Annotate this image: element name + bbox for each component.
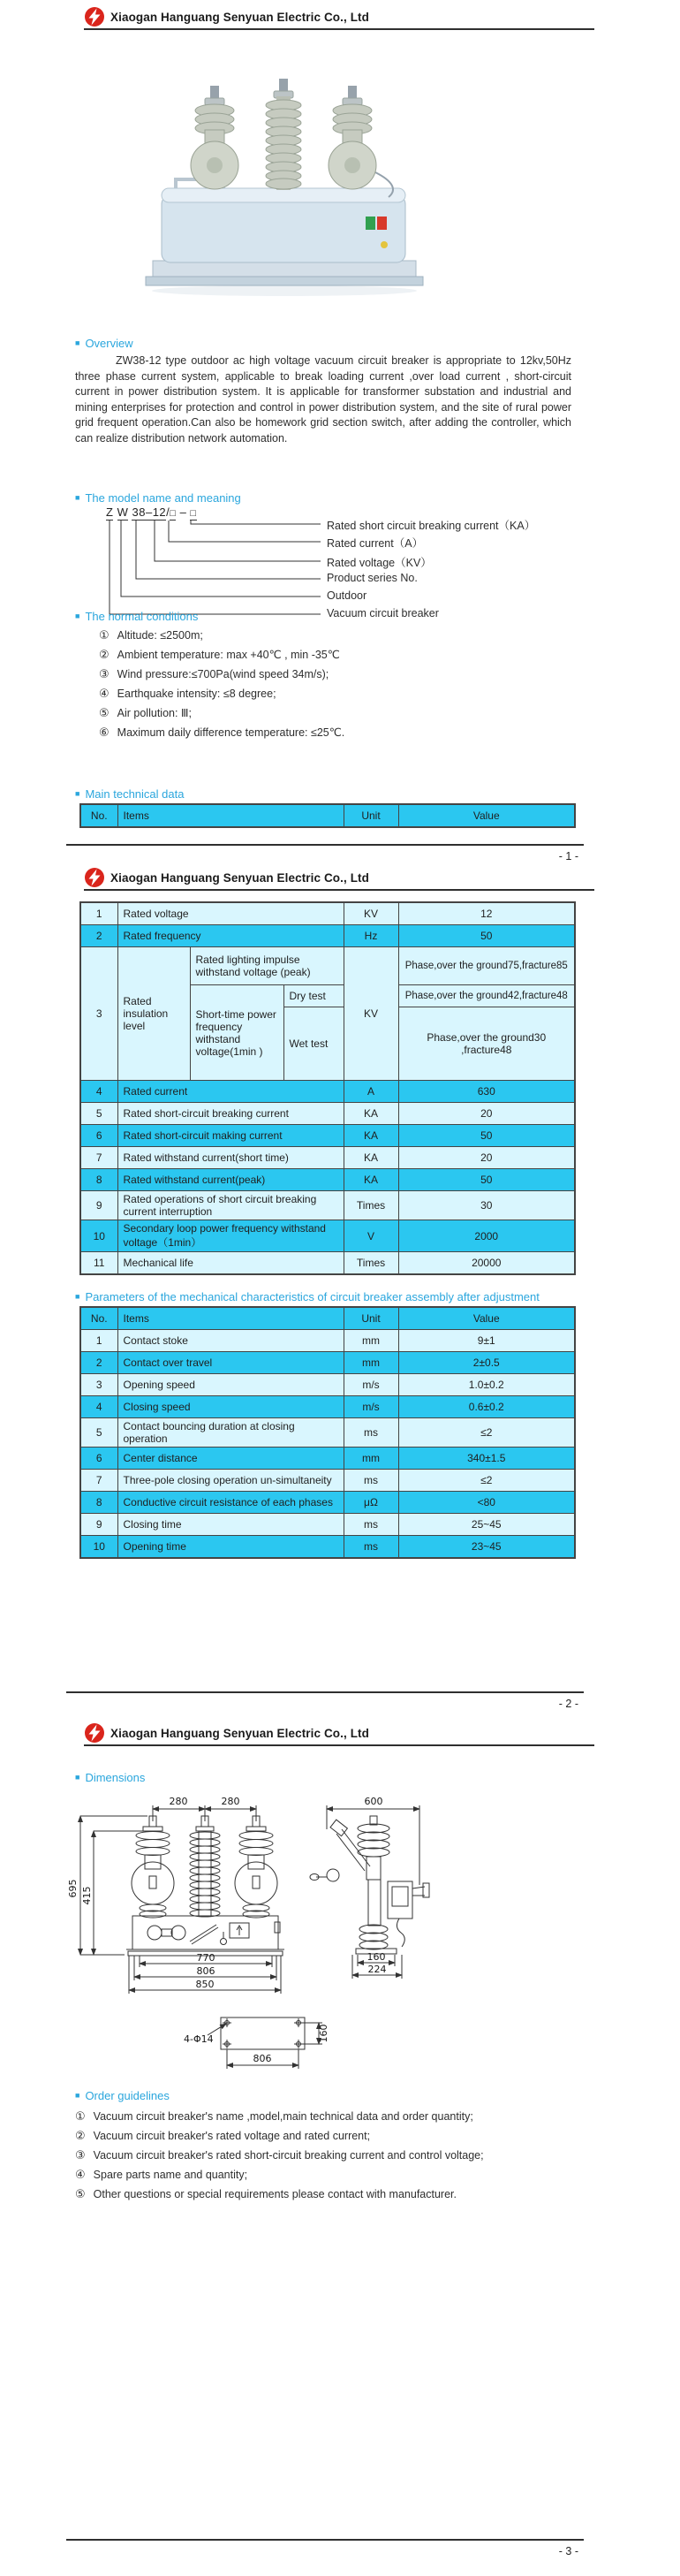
- cell-test-type: Wet test: [283, 1007, 344, 1081]
- model-label: Outdoor: [327, 589, 367, 602]
- dimensions-heading: ■ Dimensions: [75, 1771, 146, 1784]
- cell-value: 50: [398, 925, 575, 947]
- table-row: [80, 1081, 575, 1103]
- cell-value: 12: [398, 902, 575, 925]
- cell-item: Rated short-circuit making current: [117, 1125, 344, 1147]
- table-row: [80, 1352, 575, 1374]
- model-label: Rated current（A）: [327, 537, 424, 550]
- cell-no: 2: [80, 925, 117, 947]
- table-row: [80, 1220, 575, 1252]
- cell-value: Phase,over the ground42,fracture48: [398, 985, 575, 1007]
- list-item: ② Ambient temperature: max +40℃ , min -35℃: [99, 648, 340, 661]
- cell-unit: A: [344, 1081, 398, 1103]
- dim-label: 600: [364, 1796, 383, 1807]
- company-name: Xiaogan Hanguang Senyuan Electric Co., Ltd: [110, 10, 369, 24]
- col-unit: Unit: [344, 804, 398, 827]
- cell-unit: mm: [344, 1330, 398, 1352]
- cell-no: 11: [80, 1252, 117, 1275]
- footer-divider: [66, 1691, 584, 1693]
- cell-value: 2000: [398, 1220, 575, 1252]
- cell-item: Rated short-circuit breaking current: [117, 1103, 344, 1125]
- photo-pole-right: [329, 86, 376, 189]
- cell-unit: μΩ: [344, 1492, 398, 1514]
- side-view: [310, 1816, 429, 1954]
- main-data-heading: ■ Main technical data: [75, 787, 185, 801]
- cell-no: 6: [80, 1448, 117, 1470]
- insulation-block: [80, 947, 575, 1081]
- list-item: ① Vacuum circuit breaker's name ,model,main technical data and order quantity;: [75, 2109, 473, 2123]
- cell-item: Closing time: [117, 1514, 344, 1536]
- cell-value: 340±1.5: [398, 1448, 575, 1470]
- table-row: [80, 1191, 575, 1220]
- company-name: Xiaogan Hanguang Senyuan Electric Co., Ltd: [110, 1726, 369, 1740]
- dim-label: 806: [196, 1965, 215, 1977]
- normal-conditions-list: [99, 626, 344, 742]
- cell-item: Rated withstand current(short time): [117, 1147, 344, 1169]
- col-no: No.: [80, 1307, 117, 1330]
- cell-item: Center distance: [117, 1448, 344, 1470]
- table-header-row: [80, 804, 575, 827]
- cell-unit: KV: [344, 947, 398, 1081]
- section-bullet-icon: ■: [75, 1773, 80, 1782]
- overview-heading: ■ Overview: [75, 337, 133, 350]
- cell-item: Rated voltage: [117, 902, 344, 925]
- cell-item: Contact stoke: [117, 1330, 344, 1352]
- cell-value: 50: [398, 1169, 575, 1191]
- list-item: ⑥ Maximum daily difference temperature: ≤25℃.: [99, 726, 345, 739]
- page-header: [84, 1721, 369, 1744]
- table-row: [80, 1492, 575, 1514]
- list-item: ④ Spare parts name and quantity;: [75, 2168, 248, 2181]
- front-pole-middle: [190, 1816, 220, 1917]
- cell-no: 3: [80, 1374, 117, 1396]
- cell-value: 0.6±0.2: [398, 1396, 575, 1418]
- dim-label: 770: [196, 1952, 215, 1964]
- cell-no: 7: [80, 1147, 117, 1169]
- cell-item: Contact over travel: [117, 1352, 344, 1374]
- cell-item: Closing speed: [117, 1396, 344, 1418]
- section-bullet-icon: ■: [75, 612, 80, 620]
- cell-unit: m/s: [344, 1374, 398, 1396]
- cell-test-type: Dry test: [283, 985, 344, 1007]
- table-row: [80, 1536, 575, 1559]
- cell-no: 3: [80, 947, 117, 1081]
- cell-item: Rated current: [117, 1081, 344, 1103]
- cell-value: 50: [398, 1125, 575, 1147]
- cell-item-group: Rated insulation level: [117, 947, 190, 1081]
- section-bullet-icon: ■: [75, 2091, 80, 2100]
- header-divider: [84, 889, 594, 891]
- cell-unit: ms: [344, 1536, 398, 1559]
- cell-value: Phase,over the ground75,fracture85: [398, 947, 575, 985]
- list-item: ⑤ Air pollution: Ⅲ;: [99, 706, 193, 719]
- list-item: ② Vacuum circuit breaker's rated voltage and rated current;: [75, 2129, 371, 2142]
- page-header: [84, 5, 369, 28]
- cell-no: 1: [80, 902, 117, 925]
- cell-no: 10: [80, 1536, 117, 1559]
- cell-no: 5: [80, 1103, 117, 1125]
- col-no: No.: [80, 804, 117, 827]
- main-data-header-table: [79, 803, 576, 828]
- table-row: [80, 1396, 575, 1418]
- cell-item: Rated withstand current(peak): [117, 1169, 344, 1191]
- cell-unit: Hz: [344, 925, 398, 947]
- page-number: - 3 -: [558, 2545, 578, 2557]
- col-value: Value: [398, 804, 575, 827]
- table-row: [80, 1169, 575, 1191]
- section-bullet-icon: ■: [75, 789, 80, 798]
- cell-value: ≤2: [398, 1418, 575, 1448]
- table-row: [80, 1374, 575, 1396]
- company-logo-icon: [84, 1722, 105, 1744]
- cell-no: 1: [80, 1330, 117, 1352]
- mech-params-table: [79, 1306, 576, 1559]
- cell-value: ≤2: [398, 1470, 575, 1492]
- model-code: Z W 38–12/□ – □: [106, 505, 197, 519]
- list-item: ③ Vacuum circuit breaker's rated short-circuit breaking current and control voltage;: [75, 2148, 484, 2162]
- cell-value: 1.0±0.2: [398, 1374, 575, 1396]
- section-bullet-icon: ■: [75, 338, 80, 347]
- cell-unit: ms: [344, 1470, 398, 1492]
- cell-value: 630: [398, 1081, 575, 1103]
- cell-no: 10: [80, 1220, 117, 1252]
- cell-value: <80: [398, 1492, 575, 1514]
- page-number: - 1 -: [558, 850, 578, 862]
- cell-unit: Times: [344, 1191, 398, 1220]
- overview-paragraph: ZW38-12 type outdoor ac high voltage vacuum circuit breaker is appropriate to 12kv,50Hz three phase current system, applicable to break loading current ,over load current , short-circuit current in power distribution system. It is applicable for transformer substation and industrial and mining enterprises for protection and control in power distribution system, and the site of rural power grid frequent operation.Can also be homework grid section switch, after adding the controller, which can realize distribution network automation.: [75, 354, 571, 445]
- cell-unit: KA: [344, 1125, 398, 1147]
- front-tank: [126, 1916, 284, 1956]
- col-items: Items: [117, 804, 344, 827]
- table-row: [80, 1330, 575, 1352]
- cell-unit: mm: [344, 1448, 398, 1470]
- footer-divider: [66, 2539, 584, 2541]
- cell-unit: KA: [344, 1169, 398, 1191]
- cell-unit: Times: [344, 1252, 398, 1275]
- section-bullet-icon: ■: [75, 493, 80, 502]
- main-data-table: [79, 901, 576, 1275]
- cell-no: 7: [80, 1470, 117, 1492]
- cell-value: 20000: [398, 1252, 575, 1275]
- cell-item: Opening time: [117, 1536, 344, 1559]
- cell-item: Conductive circuit resistance of each phases: [117, 1492, 344, 1514]
- cell-value: 30: [398, 1191, 575, 1220]
- cell-unit: ms: [344, 1514, 398, 1536]
- col-items: Items: [117, 1307, 344, 1330]
- dim-label: 850: [195, 1979, 215, 1990]
- order-guidelines-list: [75, 2107, 484, 2204]
- table-header-row: [80, 1307, 575, 1330]
- list-item: ① Altitude: ≤2500m;: [99, 628, 203, 642]
- dimension-drawing: [66, 1790, 578, 2086]
- cell-unit: KA: [344, 1147, 398, 1169]
- dim-label: 280: [169, 1796, 188, 1807]
- cell-no: 8: [80, 1169, 117, 1191]
- mech-params-heading: ■ Parameters of the mechanical characteristics of circuit breaker assembly after adjustment: [75, 1290, 540, 1303]
- company-name: Xiaogan Hanguang Senyuan Electric Co., Ltd: [110, 870, 369, 885]
- list-item: ④ Earthquake intensity: ≤8 degree;: [99, 687, 276, 700]
- cell-value: 23~45: [398, 1536, 575, 1559]
- cell-no: 2: [80, 1352, 117, 1374]
- table-row: [80, 947, 575, 985]
- cell-value: 2±0.5: [398, 1352, 575, 1374]
- cell-unit: KA: [344, 1103, 398, 1125]
- mounting-plan: [208, 2017, 305, 2049]
- cell-unit: ms: [344, 1418, 398, 1448]
- table-row: [80, 1514, 575, 1536]
- model-label: Vacuum circuit breaker: [327, 607, 439, 619]
- table-row: [80, 1470, 575, 1492]
- table-row: [80, 925, 575, 947]
- section-bullet-icon: ■: [75, 1292, 80, 1301]
- order-guidelines-heading: ■ Order guidelines: [75, 2089, 170, 2102]
- model-label: Rated short circuit breaking current（KA）: [327, 520, 536, 532]
- table-row: [80, 1125, 575, 1147]
- cell-item: Rated frequency: [117, 925, 344, 947]
- dim-label: 806: [253, 2053, 272, 2064]
- cell-no: 9: [80, 1191, 117, 1220]
- dim-label: 160: [318, 2024, 329, 2043]
- col-unit: Unit: [344, 1307, 398, 1330]
- page-header: [84, 866, 369, 889]
- table-row: [80, 1103, 575, 1125]
- dim-label: 415: [81, 1886, 93, 1905]
- cell-value: Phase,over the ground30 ,fracture48: [398, 1007, 575, 1081]
- dim-label: 160: [366, 1951, 386, 1963]
- model-meaning-heading: ■ The model name and meaning: [75, 491, 241, 505]
- dim-label: 695: [67, 1879, 79, 1898]
- normal-conditions-heading: ■ The normal conditions: [75, 610, 199, 623]
- cell-no: 5: [80, 1418, 117, 1448]
- table-row: [80, 1418, 575, 1448]
- list-item: ③ Wind pressure:≤700Pa(wind speed 34m/s);: [99, 667, 329, 680]
- model-label: Rated voltage（KV）: [327, 557, 432, 569]
- dim-label: 4-Φ14: [184, 2033, 214, 2045]
- cell-unit: m/s: [344, 1396, 398, 1418]
- photo-pole-middle: [266, 79, 301, 190]
- header-divider: [84, 1744, 594, 1746]
- product-photo: [119, 40, 446, 298]
- photo-pole-left: [191, 86, 238, 189]
- page-number: - 2 -: [558, 1698, 578, 1710]
- cell-item: Three-pole closing operation un-simultaneity: [117, 1470, 344, 1492]
- cell-value: 25~45: [398, 1514, 575, 1536]
- header-divider: [84, 28, 594, 30]
- cell-sub-item: Short-time power frequency withstand voltage(1min ): [190, 985, 283, 1081]
- company-logo-icon: [84, 867, 105, 888]
- cell-no: 6: [80, 1125, 117, 1147]
- model-label: Product series No.: [327, 572, 418, 584]
- list-item: ⑤ Other questions or special requirements please contact with manufacturer.: [75, 2187, 457, 2200]
- cell-value: 9±1: [398, 1330, 575, 1352]
- cell-no: 4: [80, 1081, 117, 1103]
- company-logo-icon: [84, 6, 105, 27]
- cell-sub-item: Rated lighting impulse withstand voltage (peak): [190, 947, 344, 985]
- cell-no: 8: [80, 1492, 117, 1514]
- cell-no: 4: [80, 1396, 117, 1418]
- table-row: [80, 1448, 575, 1470]
- cell-unit: KV: [344, 902, 398, 925]
- cell-item: Rated operations of short circuit breaking current interruption: [117, 1191, 344, 1220]
- cell-no: 9: [80, 1514, 117, 1536]
- footer-divider: [66, 844, 584, 846]
- table-row: [80, 1147, 575, 1169]
- dim-label: 280: [221, 1796, 240, 1807]
- cell-unit: V: [344, 1220, 398, 1252]
- cell-item: Mechanical life: [117, 1252, 344, 1275]
- dim-label: 224: [367, 1964, 387, 1975]
- table-row: [80, 902, 575, 925]
- col-value: Value: [398, 1307, 575, 1330]
- table-row: [80, 1252, 575, 1275]
- cell-item: Contact bouncing duration at closing operation: [117, 1418, 344, 1448]
- cell-item: Secondary loop power frequency withstand voltage（1min）: [117, 1220, 344, 1252]
- cell-value: 20: [398, 1103, 575, 1125]
- cell-unit: mm: [344, 1352, 398, 1374]
- cell-value: 20: [398, 1147, 575, 1169]
- cell-item: Opening speed: [117, 1374, 344, 1396]
